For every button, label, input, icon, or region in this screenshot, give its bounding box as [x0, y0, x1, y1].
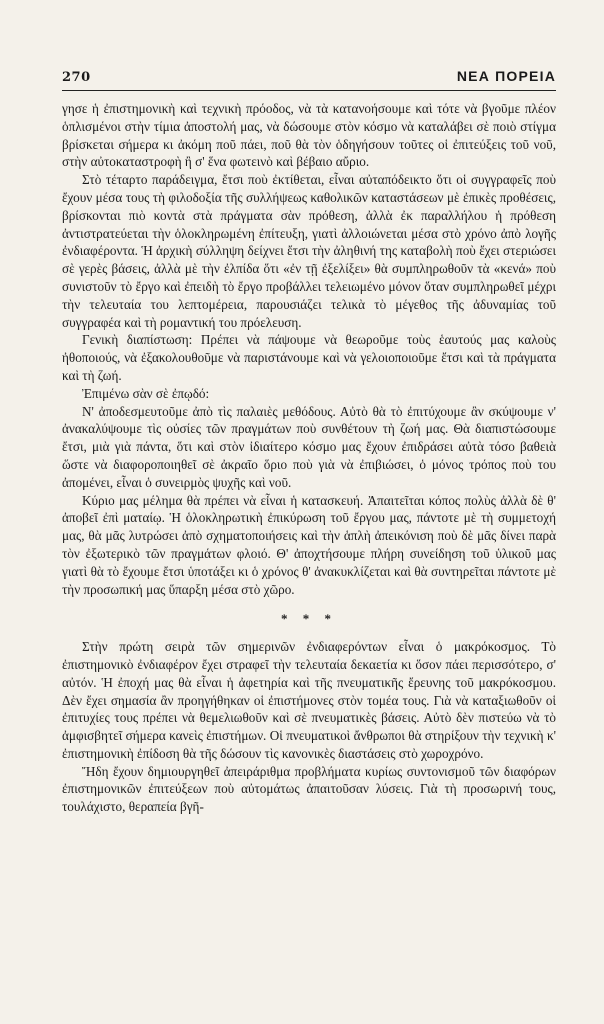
paragraph: Κύριο μας μέλημα θὰ πρέπει νὰ εἶναι ἡ κατασκευή. Ἀπαιτεῖται κόπος πολὺς ἀλλὰ δὲ θ' ἀποβεῖ ἐπὶ ματαίῳ. Ἡ ὁλοκληρωτικὴ ἐπικύρωση τοῦ ἔργου μας, πάντοτε μὲ τὴ συμμετοχή μας, θὰ μᾶς λυτρώσει ἀπὸ σχηματοποιήσεις καὶ τὴν ἁπλὴ ἀπεικόνιση ποὺ δὲ μᾶς δίνει παρὰ τὸν ἐξωτερικὸ τῶν πραγμάτων φλοιό. Θ' ἀποχτήσουμε πλήρη συνείδηση τοῦ ὑλικοῦ μας γιατὶ θὰ τὸ ἔχουμε ἔτσι ὑποτάξει κι ὁ χρόνος θ' ἀνακυκλίζεται καὶ θὰ συντηρεῖται πάντοτε μὲ τὴν προσωπική μας ὕπαρξη μέσα στὸ χῶρο.: [62, 492, 556, 597]
paragraph: Γενικὴ διαπίστωση: Πρέπει νὰ πάψουμε νὰ θεωροῦμε τοὺς ἑαυτούς μας καλοὺς ἠθοποιούς, νὰ ἐξακολουθοῦμε νὰ παριστάνουμε καὶ νὰ γελοιοποιοῦμε ἔτσι καὶ τὰ πράγματα καὶ τὴ ζωή.: [62, 332, 556, 383]
paragraph: Ἤδη ἔχουν δημιουργηθεῖ ἀπειράριθμα προβλήματα κυρίως συντονισμοῦ τῶν διαφόρων ἐπιστημονικῶν ἐπιτεύξεων ποὺ αὐτομάτως ἀπαιτοῦσαν λύσεις. Γιὰ τὴ προσωρινή τους, τουλάχιστο, θεραπεία βγῆ-: [62, 763, 556, 815]
page-body: [62, 100, 556, 816]
page-number: 270: [62, 70, 91, 85]
paragraph: γησε ἡ ἐπιστημονικὴ καὶ τεχνικὴ πρόοδος, νὰ τὰ κατανοήσουμε καὶ τότε νὰ βγοῦμε πλέον ὁπλισμένοι στὴν τίμια ἀποστολή μας, νὰ δώσουμε στὸν κόσμο νὰ καταλάβει σὲ ποιὸ στίγμα βρίσκεται σήμερα κι ἀκόμη ποῦ πάει, ποῦ θὰ τὸν ὁδηγήσουν τοῦτες οἱ ἐπιτεύξεις τοῦ νοῦ, στὴν αὐτοκαταστροφὴ ἢ σ' ἕνα φωτεινὸ καὶ βέβαιο αὔριο.: [62, 101, 556, 170]
paragraph: Ἐπιμένω σὰν σὲ ἐπῳδό:: [82, 385, 210, 401]
running-head: ΝΕΑ ΠΟΡΕΙΑ: [456, 68, 556, 84]
section-separator: * * *: [281, 611, 337, 627]
paragraph: Ν' ἀποδεσμευτοῦμε ἀπὸ τὶς παλαιὲς μεθόδους. Αὐτὸ θὰ τὸ ἐπιτύχουμε ἂν σκύψουμε ν' ἀνακαλύψουμε τὶς οὐσίες τῶν πραγμάτων ποὺ συνθέτουν τὴ ζωή μας. Θὰ διαπιστώσουμε ἔτσι, μιὰ γιὰ πάντα, ὅτι καὶ στὸν ἰδιαίτερο κόσμο μας ἔχουν ἐπιδράσει αὐτὰ τόσο βαθειὰ ὥστε νὰ διαφοροποιηθεῖ σὲ ἀκραῖο ὅριο ποὺ γιὰ νὰ ἐπιβιώσει, ὁ μόνος τρόπος ποὺ του ἀπομένει, εἶναι ὁ συνειρμὸς ψυχῆς καὶ νοῦ.: [62, 403, 556, 490]
page-header: [62, 68, 556, 91]
paragraph: Στὸ τέταρτο παράδειγμα, ἔτσι ποὺ ἐκτίθεται, εἶναι αὐταπόδεικτο ὅτι οἱ συγγραφεῖς ποὺ ἔχουν μέσα τους τὴ φιλοδοξία τῆς συλλήψεως καθολικῶν καταστάσεων μὲ ἐπικὲς προθέσεις, βρίσκονται πιὸ κοντὰ στὰ πράγματα σὰν πρόθεση, ἀλλὰ ἐκ παραλλήλου ἡ πρόθεση ἀντιστρατεύεται τὴν ὁλοκληρωμένη ἐπίτευξη, γιατὶ ἀλλοιώνεται μέσα στὸ χρόνο ἀπὸ λογῆς ἐνδιαφέροντα. Ἡ ἀρχικὴ σύλληψη δείχνει ἔτσι τὴν ἀληθινή της καταβολὴ ποὺ ἔχει στεριώσει σὲ γερὲς βάσεις, ἀλλὰ μὲ τὴν ἐλπίδα ὅτι «ἐν τῇ ἐξελίξει» θὰ συμπληρωθοῦν τὰ «κενά» ποὺ συνιστοῦν τὸ ἔργο καὶ ἐπειδὴ τὸ ἔργο προβάλλει τελειωμένο μόνον ὅταν συμπληρωθεῖ μέχρι τὴν τελευταία του λεπτομέρεια, παρουσιάζει τελικὰ τὸ μέγεθος τῆς ἀδυναμίας τοῦ συγγραφέα καὶ τὴ ρομαντική του πρόελευση.: [62, 172, 556, 330]
paragraph: Στὴν πρώτη σειρὰ τῶν σημερινῶν ἐνδιαφερόντων εἶναι ὁ μακρόκοσμος. Τὸ ἐπιστημονικὸ ἐνδιαφέρον ἔχει στραφεῖ τὴν τελευταία δεκαετία κι ὅσον πάει περισσότερο, σ' αὐτόν. Ἡ ἐποχή μας θὰ εἶναι ἡ ἀφετηρία καὶ τῆς πνευματικῆς ἔρευνης τοῦ μακρόκοσμου. Δὲν ἔχει σημασία ἂν προηγήθηκαν οἱ ἐπιστήμονες στὸν τομέα τους. Γιὰ νὰ καταξιωθοῦν οἱ ἐπιτυχίες τους πρέπει νὰ θεμελιωθοῦν καὶ σὲ πνευματικὲς βάσεις. Αὐτὸ δὲν πιστεύω νὰ τὸ ἀμφισβητεῖ σήμερα κανεὶς ἐπιστήμων. Οἱ πνευματικοὶ ἄνθρωποι θὰ στηρίξουν τὴν τεχνικὴ κ' ἐπιστημονικὴ ἐπίδοση θὰ τῆς δώσουν τὶς κανονικὲς διαστάσεις στὸ χωροχρόνο.: [62, 639, 556, 761]
